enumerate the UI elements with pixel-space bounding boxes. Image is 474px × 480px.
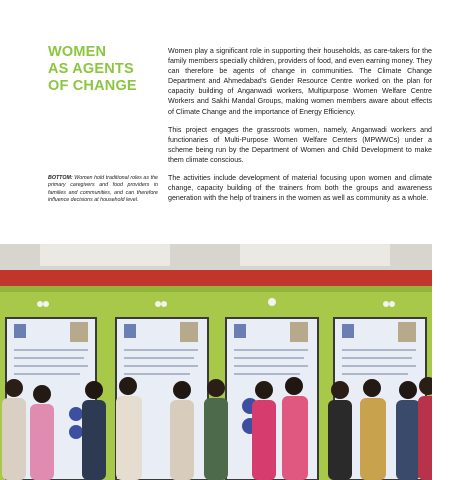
women-exhibition-photo (0, 244, 432, 480)
photo-illustration (0, 244, 432, 480)
heading-line-3: OF CHANGE (48, 78, 137, 94)
red-beam (0, 270, 432, 286)
photo-caption (48, 175, 158, 204)
heading-line-2: AS AGENTS (48, 61, 134, 77)
caption-label: BOTTOM: (48, 175, 73, 181)
paragraph-1: Women play a significant role in supporting their households, as care-takers for the family members specially children, providers of food, and even earning money. They can therefore be agents of change in communities. The Climate Change Department and Ahmedabad's Gender Resource Centre worked on the plan for capacity building of Anganwadi workers, Multipurpose Women Welfare Centre Workers and Sakhi Mandal Groups, making women members aware about effects of Climate Change and the importance of Energy Efficiency. (168, 47, 432, 116)
body-text (168, 46, 432, 211)
paragraph-3: The activities include development of material focusing upon women and climate change, capacity building of the trainers from both the groups and awareness generation with the help of trainers in the women as well as community as a whole. (168, 174, 432, 203)
section-heading (48, 44, 158, 95)
heading-line-1: WOMEN (48, 44, 107, 60)
caption-text: Women hold traditional roles as the primary caregivers and food providers in families and communities, and can therefore influence decisions at household level. (48, 175, 158, 203)
paragraph-2: This project engages the grassroots women, namely, Anganwadi workers and functionaries of Multi-Purpose Women Welfare Centers (MPWWCs) under a scheme being run by the Department of Women and Child Development to make them climate conscious. (168, 125, 432, 164)
